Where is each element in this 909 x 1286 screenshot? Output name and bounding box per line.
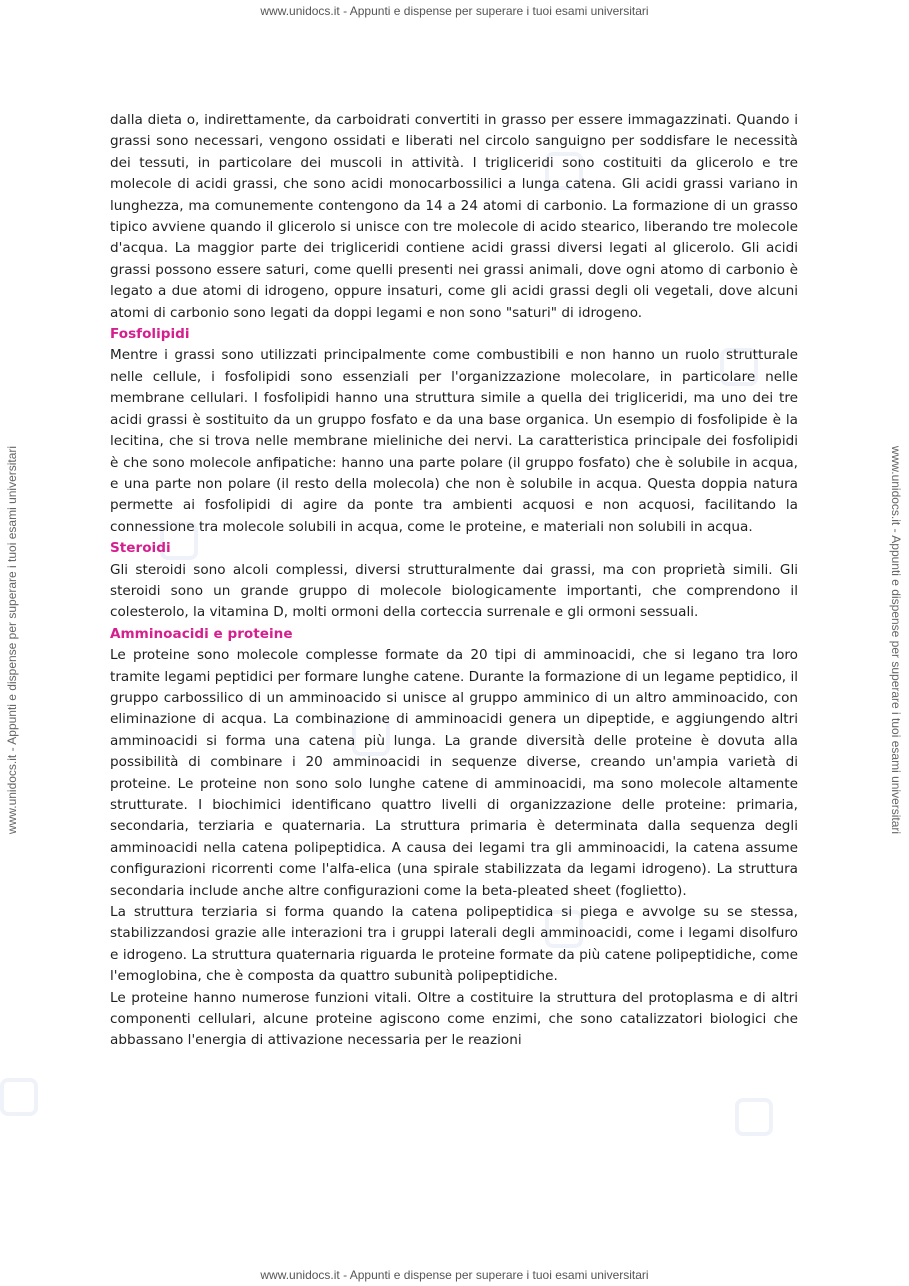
- bottom-banner: www.unidocs.it - Appunti e dispense per superare i tuoi esami universitari: [260, 1268, 649, 1282]
- paragraph-steroidi: Gli steroidi sono alcoli complessi, diversi strutturalmente dai grassi, ma con proprietà simili. Gli steroidi sono un grande gruppo di molecole biologicamente importanti, che comprendono il colesterolo, la vitamina D, molti ormoni della corteccia surrenale e gli ormoni sessuali.: [110, 561, 798, 621]
- left-side-banner: www.unidocs.it - Appunti e dispense per superare i tuoi esami universitari: [5, 445, 19, 835]
- watermark-logo-icon: [735, 1098, 773, 1136]
- paragraph-fosfolipidi: Mentre i grassi sono utilizzati principalmente come combustibili e non hanno un ruolo strutturale nelle cellule, i fosfolipidi sono essenziali per l'organizzazione molecolare, in particolare nelle membrane cellulari. I fosfolipidi hanno una struttura simile a quella dei trigliceridi, ma uno dei tre acidi grassi è sostituito da un gruppo fosfato e da una base organica. Un esempio di fosfolipide è la lecitina, che si trova nelle membrane mieliniche dei nervi. La caratteristica principale dei fosfolipidi è che sono molecole anfipatiche: hanno una parte polare (il gruppo fosfato) che è solubile in acqua, e una parte non polare (il resto della molecola) che non è solubile in acqua. Questa doppia natura permette ai fosfolipidi di agire da ponte tra ambienti acquosi e non acquosi, facilitando la connessione tra molecole solubili in acqua, come le proteine, e materiali non solubili in acqua.: [110, 347, 798, 535]
- intro-paragraph: dalla dieta o, indirettamente, da carboidrati convertiti in grasso per essere immagazzinati. Quando i grassi sono necessari, vengono ossidati e liberati nel circolo sanguigno per soddisfare le necessità dei tessuti, in particolare dei muscoli in attività. I trigliceridi sono costituiti da glicerolo e tre molecole di acidi grassi, che sono acidi monocarbossilici a lunga catena. Gli acidi grassi variano in lunghezza, ma comunemente contengono da 14 a 24 atomi di carbonio. La formazione di un grasso tipico avviene quando il glicerolo si unisce con tre molecole di acido stearico, liberando tre molecole d'acqua. La maggior parte dei trigliceridi contiene acidi grassi diversi legati al glicerolo. Gli acidi grassi possono essere saturi, come quelli presenti nei grassi animali, dove ogni atomo di carbonio è legato a due atomi di idrogeno, oppure insaturi, come gli acidi grassi degli oli vegetali, dove alcuni atomi di carbonio sono legati da doppi legami e non sono "saturi" di idrogeno.: [110, 112, 798, 321]
- watermark-logo-icon: [0, 1078, 38, 1116]
- right-side-banner: www.unidocs.it - Appunti e dispense per superare i tuoi esami universitari: [889, 445, 903, 835]
- paragraph-amminoacidi-1: Le proteine sono molecole complesse formate da 20 tipi di amminoacidi, che si legano tra loro tramite legami peptidici per formare lunghe catene. Durante la formazione di un legame peptidico, il gruppo carbossilico di un amminoacido si unisce al gruppo amminico di un altro amminoacido, con eliminazione di acqua. La combinazione di amminoacidi genera un dipeptide, e aggiungendo altri amminoacidi si forma una catena più lunga. La grande diversità delle proteine è dovuta alla possibilità di combinare i 20 amminoacidi in sequenze diverse, creando un'ampia varietà di proteine. Le proteine non sono solo lunghe catene di amminoacidi, ma sono molecole altamente strutturate. I biochimici identificano quattro livelli di organizzazione delle proteine: primaria, secondaria, terziaria e quaternaria. La struttura primaria è determinata dalla sequenza degli amminoacidi nella catena polipeptidica. A causa dei legami tra gli amminoacidi, la catena assume configurazioni ricorrenti come l'alfa-elica (una spirale stabilizzata da legami idrogeno). La struttura secondaria include anche altre configurazioni come la beta-pleated sheet (foglietto).: [110, 647, 798, 899]
- paragraph-amminoacidi-2: La struttura terziaria si forma quando la catena polipeptidica si piega e avvolge su se stessa, stabilizzandosi grazie alle interazioni tra i gruppi laterali degli amminoacidi, come i legami disolfuro e idrogeno. La struttura quaternaria riguarda le proteine formate da più catene polipeptidiche, come l'emoglobina, che è composta da quattro subunità polipeptidiche.: [110, 904, 798, 985]
- section-heading-amminoacidi: Amminoacidi e proteine: [110, 625, 293, 642]
- document-body: [110, 110, 798, 1052]
- section-heading-fosfolipidi: Fosfolipidi: [110, 326, 190, 343]
- top-banner: www.unidocs.it - Appunti e dispense per superare i tuoi esami universitari: [260, 4, 649, 18]
- paragraph-amminoacidi-3: Le proteine hanno numerose funzioni vitali. Oltre a costituire la struttura del protoplasma e di altri componenti cellulari, alcune proteine agiscono come enzimi, che sono catalizzatori biologici che abbassano l'energia di attivazione necessaria per le reazioni: [110, 989, 798, 1049]
- section-heading-steroidi: Steroidi: [110, 540, 171, 557]
